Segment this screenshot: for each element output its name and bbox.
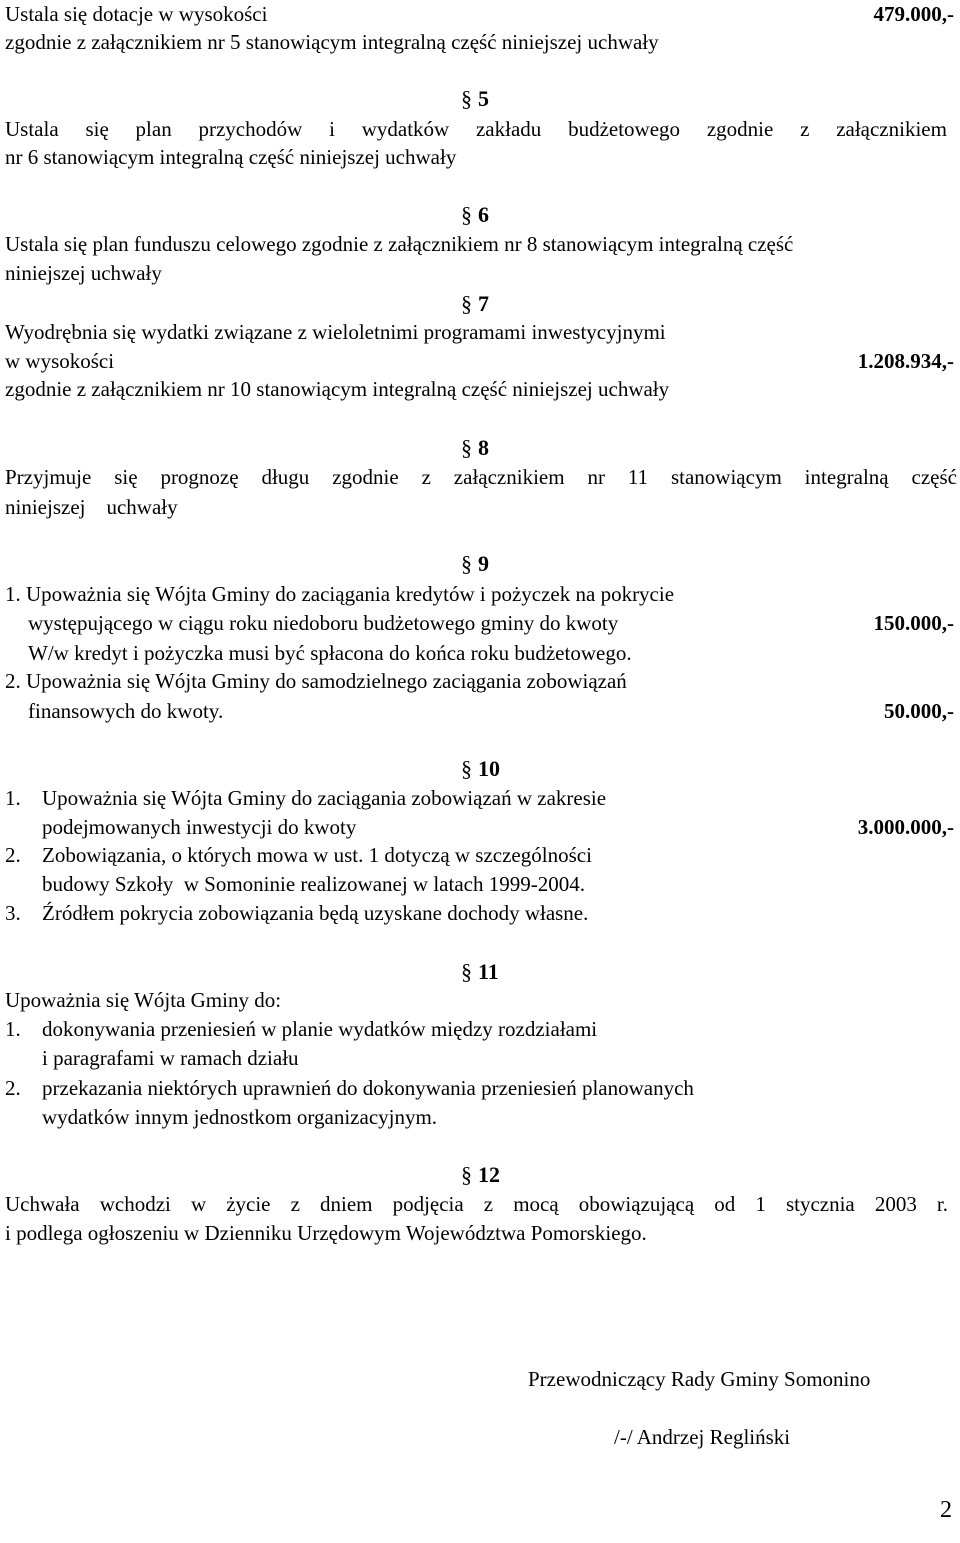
section-symbol: § [461, 959, 472, 984]
word: zgodnie [332, 465, 399, 489]
section-11-heading [461, 958, 499, 986]
section-symbol: § [461, 291, 472, 316]
section-6-line-2: niniejszej uchwały [5, 261, 162, 285]
word: w [190, 1192, 207, 1216]
item-number: 1. [5, 1017, 21, 1041]
dotation-annex-line: zgodnie z załącznikiem nr 5 stanowiącym integralną część niniejszej uchwały [5, 30, 659, 54]
section-number: 11 [478, 959, 499, 984]
section-10-item-1-line-2: podejmowanych inwestycji do kwoty [42, 815, 357, 839]
page-number: 2 [940, 1497, 952, 1523]
item-text: Zobowiązania, o których mowa w ust. 1 dotyczą w szczególności [42, 843, 592, 867]
section-8-heading [461, 434, 489, 462]
section-symbol: § [461, 86, 472, 111]
section-symbol: § [461, 435, 472, 460]
section-number: 9 [478, 551, 489, 576]
section-symbol: § [461, 1162, 472, 1187]
word: prognozę [160, 465, 239, 489]
word: załącznikiem [453, 465, 565, 489]
word: integralną [804, 465, 889, 489]
section-7-heading [461, 290, 489, 318]
word: i [329, 117, 335, 141]
section-10-item-1-amount: 3.000.000,- [857, 815, 954, 839]
item-text: Źródłem pokrycia zobowiązania będą uzyskane dochody własne. [42, 901, 589, 925]
section-12-line-1 [5, 1190, 948, 1218]
section-10-item-2-line-2: budowy Szkoły w Somoninie realizowanej w latach 1999-2004. [42, 872, 585, 896]
word: wchodzi [99, 1192, 171, 1216]
item-text: dokonywania przeniesień w planie wydatków między rozdziałami [42, 1017, 598, 1041]
word: budżetowego [568, 117, 681, 141]
item-number: 2. [5, 1076, 21, 1100]
section-10-item-1-line-1 [5, 784, 606, 812]
section-number: 8 [478, 435, 489, 460]
item-text: przekazania niektórych uprawnień do dokonywania przeniesień planowanych [42, 1076, 694, 1100]
word: długu [261, 465, 310, 489]
section-9-heading [461, 550, 489, 578]
section-6-heading [461, 201, 489, 229]
word: się [114, 465, 138, 489]
section-11-item-2-line-1 [5, 1074, 694, 1102]
item-number: 3. [5, 901, 21, 925]
section-symbol: § [461, 202, 472, 227]
section-symbol: § [461, 551, 472, 576]
section-number: 12 [478, 1162, 500, 1187]
section-11-intro: Upoważnia się Wójta Gminy do: [5, 988, 282, 1012]
section-11-item-2-line-2: wydatków innym jednostkom organizacyjnym. [42, 1105, 438, 1129]
word: Przyjmuje [5, 465, 92, 489]
word: 11 [627, 465, 649, 489]
section-number: 5 [478, 86, 489, 111]
word: załącznikiem [836, 117, 947, 141]
word: część [911, 465, 957, 489]
item-number: 2. [5, 843, 21, 867]
section-symbol: § [461, 756, 472, 781]
section-6-line-1: Ustala się plan funduszu celowego zgodnie z załącznikiem nr 8 stanowiącym integralną część [5, 232, 794, 256]
section-8-line-1 [5, 463, 957, 491]
word: się [85, 117, 109, 141]
word: z [800, 117, 810, 141]
word: z [290, 1192, 300, 1216]
section-7-amount: 1.208.934,- [857, 349, 954, 373]
word: z [483, 1192, 494, 1216]
section-7-line-2: w wysokości [5, 349, 115, 373]
word: zgodnie [706, 117, 774, 141]
section-number: 7 [478, 291, 489, 316]
word: od [714, 1192, 736, 1216]
word: plan [135, 117, 172, 141]
section-9-item-2-line-2: finansowych do kwoty. [28, 699, 224, 723]
section-10-heading [461, 755, 500, 783]
word: Ustala [5, 117, 59, 141]
word: stycznia [785, 1192, 855, 1216]
section-5-line-2: nr 6 stanowiącym integralną część niniejszej uchwały [5, 145, 457, 169]
word: dniem [319, 1192, 373, 1216]
signature-title: Przewodniczący Rady Gminy Somonino [528, 1367, 871, 1391]
word: r. [936, 1192, 948, 1216]
section-5-heading [461, 85, 489, 113]
section-9-item-1-line-2: występującego w ciągu roku niedoboru budżetowego gminy do kwoty [28, 611, 619, 635]
section-9-item-1-line-1: 1. Upoważnia się Wójta Gminy do zaciągania kredytów i pożyczek na pokrycie [5, 582, 675, 606]
section-11-item-1-line-1 [5, 1015, 597, 1043]
word: Uchwała [5, 1192, 80, 1216]
item-text: Upoważnia się Wójta Gminy do zaciągania zobowiązań w zakresie [42, 786, 607, 810]
dotation-amount: 479.000,- [873, 2, 954, 26]
section-9-item-1-amount: 150.000,- [873, 611, 954, 635]
word: podjęcia [392, 1192, 464, 1216]
section-9-item-2-amount: 50.000,- [884, 699, 954, 723]
section-9-item-2-line-1: 2. Upoważnia się Wójta Gminy do samodzielnego zaciągania zobowiązań [5, 669, 627, 693]
section-7-line-3: zgodnie z załącznikiem nr 10 stanowiącym integralną część niniejszej uchwały [5, 377, 670, 401]
word: obowiązującą [578, 1192, 695, 1216]
word: wydatków [361, 117, 450, 141]
section-12-heading [461, 1161, 500, 1189]
section-8-line-2: niniejszej uchwały [5, 495, 178, 519]
section-number: 10 [478, 756, 500, 781]
section-9-item-1-line-3: W/w kredyt i pożyczka musi być spłacona do końca roku budżetowego. [28, 641, 632, 665]
word: mocą [513, 1192, 559, 1216]
word: życie [226, 1192, 271, 1216]
section-12-line-2: i podlega ogłoszeniu w Dzienniku Urzędowym Województwa Pomorskiego. [5, 1221, 647, 1245]
word: nr [587, 465, 605, 489]
item-number: 1. [5, 786, 21, 810]
section-11-item-1-line-2: i paragrafami w ramach działu [42, 1046, 299, 1070]
word: przychodów [198, 117, 303, 141]
section-number: 6 [478, 202, 489, 227]
word: 1 [755, 1192, 766, 1216]
dotation-line: Ustala się dotacje w wysokości [5, 2, 268, 26]
signature-name: /-/ Andrzej Regliński [614, 1425, 791, 1449]
section-10-item-3-line-1 [5, 899, 588, 927]
word: stanowiącym [670, 465, 782, 489]
section-10-item-2-line-1 [5, 841, 592, 869]
word: 2003 [874, 1192, 917, 1216]
section-5-line-1 [5, 115, 947, 143]
section-7-line-1: Wyodrębnia się wydatki związane z wieloletnimi programami inwestycyjnymi [5, 320, 666, 344]
word: zakładu [475, 117, 542, 141]
word: z [421, 465, 431, 489]
